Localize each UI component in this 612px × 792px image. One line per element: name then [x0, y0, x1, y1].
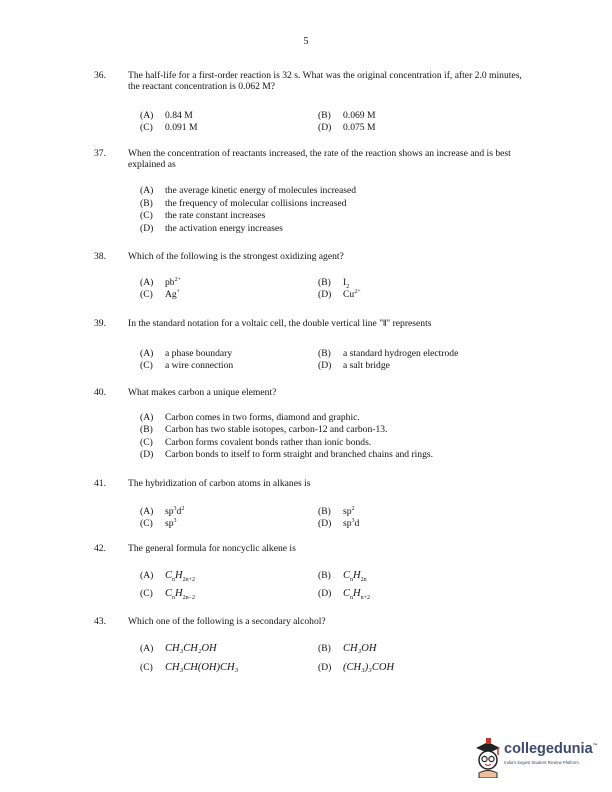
logo-name: collegedunia™: [504, 741, 598, 757]
logo-tagline: India's largest Student Review Platform: [504, 760, 579, 765]
option-b: (B) $C_nH_{2n}$: [318, 570, 367, 583]
option-b: (B) the frequency of molecular collisions increased: [140, 198, 347, 209]
question-number: 36.: [94, 70, 106, 81]
option-b: (B) Carbon has two stable isotopes, carbon-12 and carbon-13.: [140, 424, 388, 435]
double-line-symbol: ‖: [383, 318, 387, 329]
option-d: (D) 0.075 M: [318, 122, 376, 133]
option-a: (A) CH₃CH₂OH: [140, 643, 217, 654]
question-text: The hybridization of carbon atoms in alkanes is: [128, 478, 311, 489]
graduate-mascot-icon: [470, 738, 502, 778]
option-d: (D) $Cu^{2+}$: [318, 288, 361, 300]
question-number: 39.: [94, 318, 106, 329]
question-number: 43.: [94, 616, 106, 627]
option-c: (C) a wire connection: [140, 360, 234, 371]
question-number: 38.: [94, 251, 106, 262]
option-c: (C) Carbon forms covalent bonds rather than ionic bonds.: [140, 437, 372, 448]
option-b: (B) 0.069 M: [318, 110, 376, 121]
option-c: (C) the rate constant increases: [140, 210, 266, 221]
option-d: (D) $sp^3d$: [318, 517, 360, 529]
option-d: (D) a salt bridge: [318, 360, 390, 371]
option-c: (C) $C_nH_{2n-2}$: [140, 588, 195, 601]
question-number: 42.: [94, 543, 106, 554]
question-text: In the standard notation for a voltaic cell, the double vertical line "‖" represents: [128, 318, 432, 329]
option-c: (C) Ag+: [140, 288, 181, 300]
option-d: (D) (CH₃)₃COH: [318, 662, 395, 673]
question-text: What makes carbon a unique element?: [128, 387, 277, 398]
question-text: Which one of the following is a secondary alcohol?: [128, 616, 326, 627]
option-b: (B) CH₃OH: [318, 643, 377, 654]
option-d: (D) Carbon bonds to itself to form straight and branched chains and rings.: [140, 449, 434, 460]
option-a: (A) $pb^{2+}$: [140, 276, 181, 288]
question-text: The general formula for noncyclic alkene is: [128, 543, 296, 554]
option-d: (D) the activation energy increases: [140, 223, 283, 234]
option-b: (B) $sp^2$: [318, 505, 355, 517]
collegedunia-logo: [470, 736, 605, 782]
option-a: (A) the average kinetic energy of molecules increased: [140, 185, 357, 196]
option-a: (A) $sp^3d^2$: [140, 505, 185, 517]
option-a: (A) 0.84 M: [140, 110, 193, 121]
option-b: (B) a standard hydrogen electrode: [318, 348, 459, 359]
option-a: (A) $C_nH_{2n+2}$: [140, 570, 195, 583]
option-a: (A) a phase boundary: [140, 348, 233, 359]
option-d: (D) $C_nH_{n+2}$: [318, 588, 370, 601]
question-number: 40.: [94, 387, 106, 398]
question-number: 41.: [94, 478, 106, 489]
question-text: When the concentration of reactants increased, the rate of the reaction shows an increase and is best explained as: [128, 148, 511, 170]
question-text: The half-life for a first-order reaction is 32 s. What was the original concentration if, after 2.0 minutes, the reactant concentration is 0.062 M?: [128, 70, 522, 92]
option-a: (A) Carbon comes in two forms, diamond and graphic.: [140, 412, 360, 423]
option-c: (C) $sp^3$: [140, 517, 177, 529]
question-text: Which of the following is the strongest oxidizing agent?: [128, 251, 344, 262]
option-c: (C) 0.091 M: [140, 122, 198, 133]
option-c: (C) CH₃CH(OH)CH₃: [140, 662, 239, 673]
page-number: 5: [303, 36, 309, 47]
question-number: 37.: [94, 148, 106, 159]
option-b: (B) $I_2$: [318, 277, 350, 290]
